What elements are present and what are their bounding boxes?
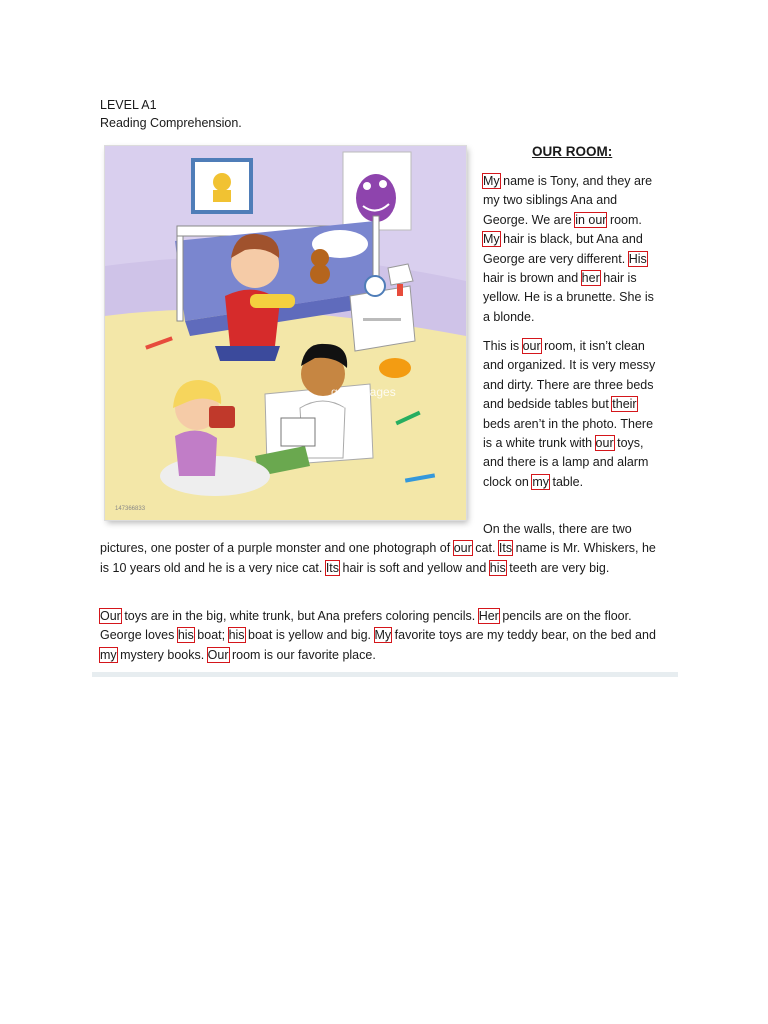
highlighted-word: My xyxy=(374,628,392,643)
text-run: favorite toys are my teddy bear, on the bed and xyxy=(391,628,656,643)
highlighted-word: his xyxy=(489,560,506,575)
paragraph-1 xyxy=(483,172,658,327)
story-title: OUR ROOM: xyxy=(532,144,613,159)
text-run: hair is black, but Ana and George are very different. xyxy=(483,232,643,266)
text-run: On the walls, there are two pictures, one poster of a purple monster and one photograph of xyxy=(100,522,632,556)
room-illustration xyxy=(105,146,466,520)
highlighted-word: in our xyxy=(575,212,607,227)
highlighted-word: Our xyxy=(207,647,229,662)
subtitle: Reading Comprehension. xyxy=(100,116,242,130)
highlighted-word: Her xyxy=(478,609,499,623)
highlighted-word: his xyxy=(228,628,245,643)
text-run: name is Tony, and they are my two siblings Ana and George. We are xyxy=(483,174,653,227)
highlighted-word: My xyxy=(483,174,500,188)
highlighted-word: our xyxy=(522,339,541,353)
highlighted-word: his xyxy=(177,628,194,643)
highlighted-word: My xyxy=(483,232,500,247)
highlighted-word: our xyxy=(453,541,472,556)
page-divider xyxy=(92,672,678,677)
text-run: beds aren’t in the photo. There is a white trunk with xyxy=(483,416,654,451)
text-run: cat. xyxy=(471,541,499,556)
cat-photo-frame xyxy=(193,160,251,212)
paragraph-3 xyxy=(100,520,660,578)
highlighted-word: Its xyxy=(325,560,340,575)
text-run: This is xyxy=(483,339,523,353)
highlighted-word: my xyxy=(100,647,117,662)
text-run: room, it isn’t clean and organized. It is very messy and dirty. There are three beds and bedside tables but xyxy=(483,339,656,412)
text-run: toys, and there is a lamp and alarm clock on xyxy=(483,436,649,489)
watermark-sub: Sawyer xyxy=(341,403,365,410)
text-run: teeth are very big. xyxy=(505,560,610,575)
text-run: hair is yellow. He is a brunette. She is a blonde. xyxy=(483,271,654,324)
text-run: boat; xyxy=(193,628,229,643)
text-run: name is Mr. Whiskers, he is 10 years old and he is a very nice cat. xyxy=(100,541,656,575)
text-run: room. xyxy=(606,212,642,227)
highlighted-word: their xyxy=(612,397,637,412)
text-run: boat is yellow and big. xyxy=(244,628,375,643)
watermark: gettyimages xyxy=(331,385,396,399)
highlighted-word: my xyxy=(532,474,550,489)
text-run: room is our favorite place. xyxy=(228,647,376,662)
highlighted-word: her xyxy=(581,271,600,286)
text-run: toys are in the big, white trunk, but Ana prefers coloring pencils. xyxy=(120,609,479,623)
level-label: LEVEL A1 xyxy=(100,98,157,112)
text-run: pencils are on the floor. George loves xyxy=(100,609,632,643)
highlighted-word: Our xyxy=(100,609,121,623)
stock-id: 147366833 xyxy=(115,506,146,512)
text-run: table. xyxy=(549,474,584,489)
text-run: mystery books. xyxy=(116,647,208,662)
text-run: hair is soft and yellow and xyxy=(339,560,490,575)
highlighted-word: our xyxy=(595,436,614,451)
text-run: hair is brown and xyxy=(483,271,582,286)
paragraph-4 xyxy=(100,607,660,665)
highlighted-word: Its xyxy=(498,541,513,556)
paragraph-2 xyxy=(483,337,658,492)
highlighted-word: His xyxy=(628,251,647,266)
